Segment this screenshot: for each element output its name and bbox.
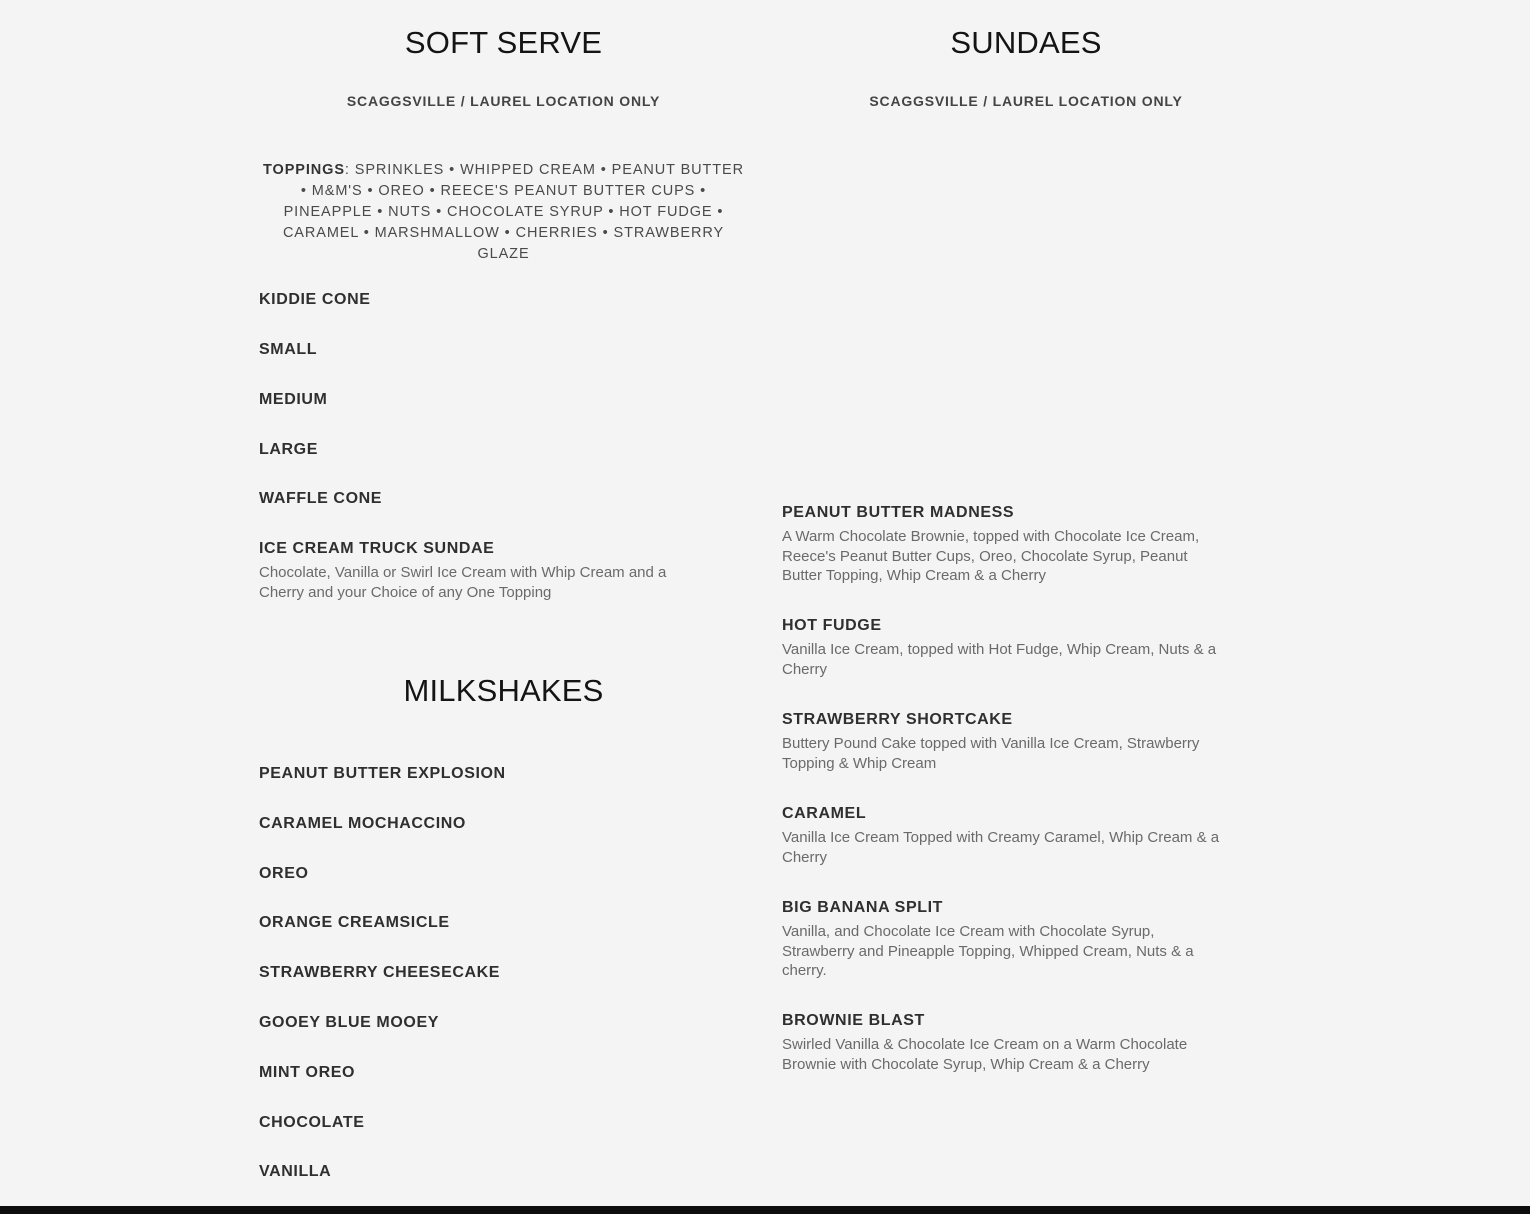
menu-item-name: OREO <box>259 865 309 882</box>
menu-item-description: Vanilla Ice Cream, topped with Hot Fudge, Whip Cream, Nuts & a Cherry <box>782 641 1217 678</box>
menu-item <box>259 290 748 310</box>
menu-item-name: BROWNIE BLAST <box>782 1012 925 1029</box>
menu-item-description: Chocolate, Vanilla or Swirl Ice Cream with Whip Cream and a Cherry and your Choice of any One Topping <box>259 564 667 601</box>
menu-item <box>259 1013 748 1033</box>
menu-item-name: MEDIUM <box>259 391 328 408</box>
soft-serve-location-note: SCAGGSVILLE / LAUREL LOCATION ONLY <box>346 93 661 109</box>
menu-item <box>259 864 748 884</box>
menu-item-name: VANILLA <box>259 1163 332 1180</box>
menu-item <box>782 710 1228 773</box>
menu-item <box>259 390 748 410</box>
menu-item-description: Buttery Pound Cake topped with Vanilla Ice Cream, Strawberry Topping & Whip Cream <box>782 735 1200 772</box>
toppings-list <box>259 160 748 265</box>
menu-item <box>782 503 1228 586</box>
milkshakes-title: MILKSHAKES <box>403 673 604 708</box>
menu-item <box>259 440 748 460</box>
menu-item <box>259 539 699 602</box>
menu-item-name: STRAWBERRY SHORTCAKE <box>782 711 1013 728</box>
menu-item-description: A Warm Chocolate Brownie, topped with Chocolate Ice Cream, Reece's Peanut Butter Cups, Oreo, Chocolate Syrup, Peanut Butter Topping, Whip Cream & a Cherry <box>782 528 1200 584</box>
menu-item-name: BIG BANANA SPLIT <box>782 899 944 916</box>
menu-item-description: Vanilla Ice Cream Topped with Creamy Caramel, Whip Cream & a Cherry <box>782 829 1220 866</box>
menu-item-name: ORANGE CREAMSICLE <box>259 914 450 931</box>
menu-item-name: CARAMEL <box>782 805 867 822</box>
menu-item <box>782 898 1228 981</box>
menu-item-name: SMALL <box>259 341 318 358</box>
menu-item <box>259 764 748 784</box>
menu-item-name: CHOCOLATE <box>259 1114 365 1131</box>
menu-item <box>782 616 1228 679</box>
toppings-text: : SPRINKLES • WHIPPED CREAM • PEANUT BUTTER • M&M'S • OREO • REECE'S PEANUT BUTTER CUPS • PINEAPPLE • NUTS • CHOCOLATE SYRUP • HOT FUDGE • CARAMEL • MARSHMALLOW • CHERRIES • STRAWBERRY GLAZE <box>282 162 744 262</box>
menu-item-name: CARAMEL MOCHACCINO <box>259 815 466 832</box>
menu-item-name: LARGE <box>259 441 318 458</box>
menu-item-description: Swirled Vanilla & Chocolate Ice Cream on a Warm Chocolate Brownie with Chocolate Syrup, Whip Cream & a Cherry <box>782 1036 1188 1073</box>
menu-item-name: KIDDIE CONE <box>259 291 371 308</box>
menu-item <box>782 1011 1228 1074</box>
sundaes-title: SUNDAES <box>950 25 1102 60</box>
sundaes-location-note: SCAGGSVILLE / LAUREL LOCATION ONLY <box>869 93 1183 109</box>
menu-item <box>259 963 748 983</box>
menu-item-name: HOT FUDGE <box>782 617 882 634</box>
menu-item-name: STRAWBERRY CHEESECAKE <box>259 964 501 981</box>
menu-item-name: MINT OREO <box>259 1064 356 1081</box>
soft-serve-title: SOFT SERVE <box>404 25 603 60</box>
menu-item <box>259 913 748 933</box>
menu-item-description: Vanilla, and Chocolate Ice Cream with Chocolate Syrup, Strawberry and Pineapple Topping, Whipped Cream, Nuts & a cherry. <box>782 923 1194 979</box>
menu-item-name: PEANUT BUTTER EXPLOSION <box>259 765 506 782</box>
menu-item <box>782 804 1228 867</box>
menu-item <box>259 340 748 360</box>
menu-item <box>259 489 748 509</box>
menu-item <box>259 1063 748 1083</box>
menu-item-name: PEANUT BUTTER MADNESS <box>782 504 1015 521</box>
toppings-label: TOPPINGS <box>263 162 345 178</box>
menu-item <box>259 1113 748 1133</box>
menu-item-name: ICE CREAM TRUCK SUNDAE <box>259 540 495 557</box>
footer-bar <box>0 1206 1530 1214</box>
menu-item-name: WAFFLE CONE <box>259 490 383 507</box>
menu-item <box>259 814 748 834</box>
menu-item <box>259 1162 748 1182</box>
menu-item-name: GOOEY BLUE MOOEY <box>259 1014 439 1031</box>
